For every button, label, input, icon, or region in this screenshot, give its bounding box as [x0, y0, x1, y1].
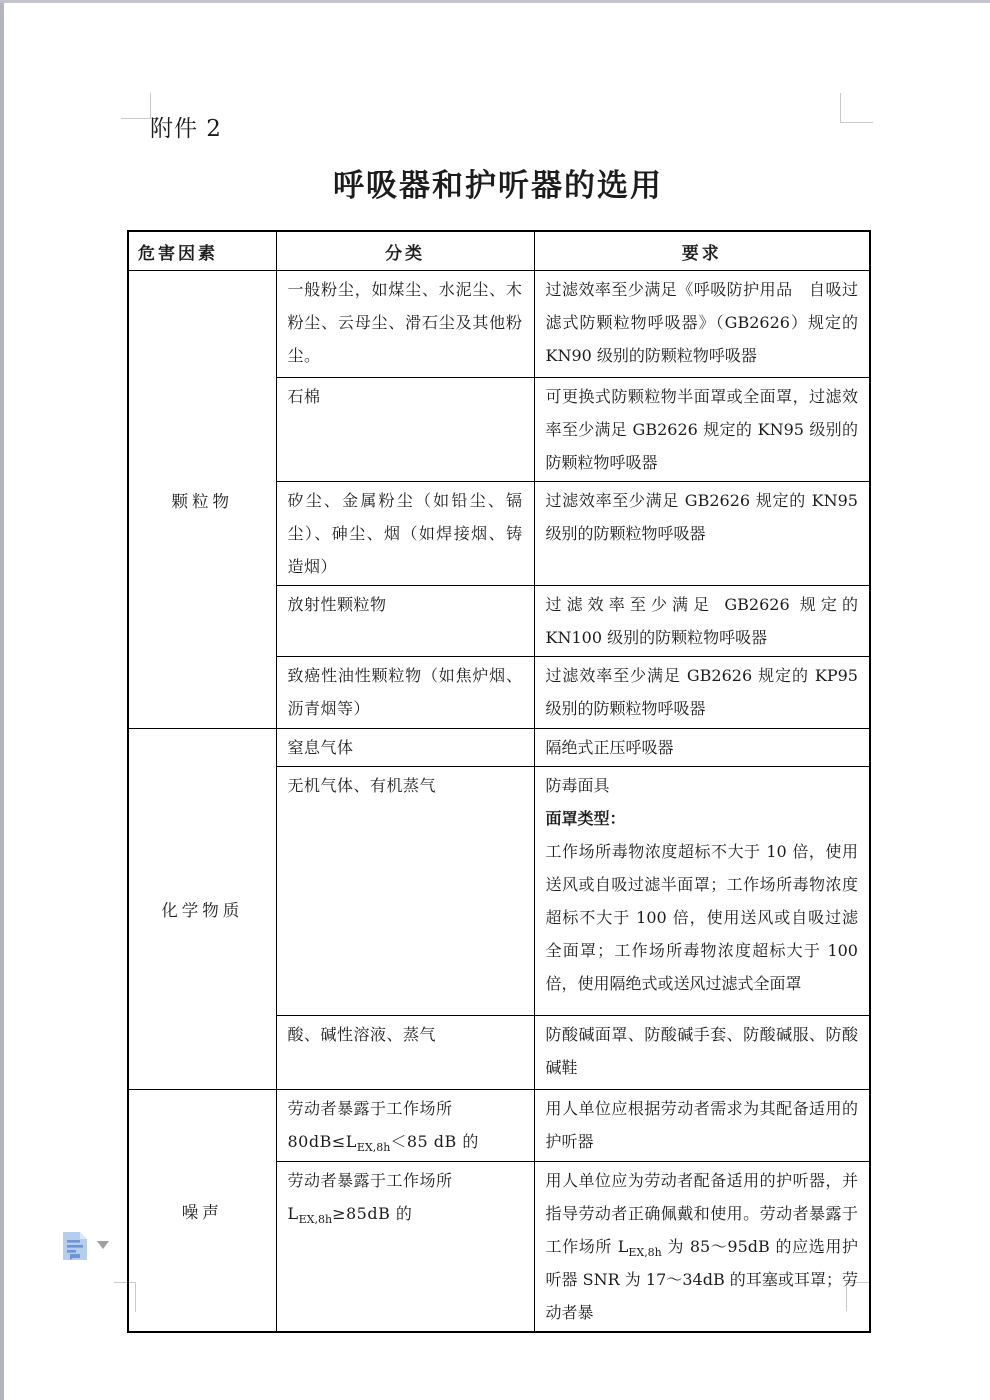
text-paragraph: 窒息气体	[287, 738, 354, 757]
classification-cell	[276, 482, 534, 586]
text-paragraph	[546, 802, 859, 835]
paste-options-dropdown-icon[interactable]	[97, 1241, 109, 1249]
text-paragraph: 矽尘、金属粉尘（如铅尘、镉尘）、砷尘、烟（如焊接烟、铸造烟）	[287, 491, 523, 576]
classification-cell	[276, 1162, 534, 1333]
requirement-cell	[534, 1016, 870, 1090]
requirement-cell	[534, 482, 870, 586]
header-requirement: 要求	[534, 231, 870, 271]
table-row	[128, 1090, 870, 1162]
text-paragraph: 可更换式防颗粒物半面罩或全面罩，过滤效率至少满足 GB2626 规定的 KN95 级别的防颗粒物呼吸器	[545, 387, 858, 472]
page-title: 呼吸器和护听器的选用	[333, 168, 663, 204]
text-paragraph: 用人单位应根据劳动者需求为其配备适用的护听器	[545, 1099, 858, 1151]
text-paragraph: 劳动者暴露于工作场所	[287, 1099, 453, 1118]
subscript-text: EX,8h	[628, 1246, 662, 1260]
hazard-factor-cell: 噪声	[128, 1090, 276, 1333]
classification-cell	[276, 729, 534, 767]
text-paragraph: 过滤效率至少满足 GB2626 规定的 KN95 级别的防颗粒物呼吸器	[545, 491, 858, 543]
text-paragraph: 放射性颗粒物	[287, 595, 387, 614]
text-paragraph: 防酸碱面罩、防酸碱手套、防酸碱服、防酸碱鞋	[545, 1025, 858, 1077]
text-paragraph: 过滤效率至少满足 GB2626 规定的 KP95 级别的防颗粒物呼吸器	[545, 666, 858, 718]
text-paragraph: 无机气体、有机蒸气	[287, 776, 437, 795]
text-paragraph: 过滤效率至少满足《呼吸防护用品 自吸过滤式防颗粒物呼吸器》（GB2626）规定的 KN90 级别的防颗粒物呼吸器	[545, 280, 858, 365]
text-paragraph: 石棉	[287, 387, 321, 406]
requirement-cell	[534, 271, 870, 378]
classification-cell	[276, 1090, 534, 1162]
text-paragraph: 劳动者暴露于工作场所	[287, 1171, 453, 1190]
requirement-cell	[534, 657, 870, 729]
attachment-label: 附件 2	[150, 116, 222, 142]
header-hazard-factor: 危害因素	[128, 231, 276, 271]
requirement-cell	[534, 1162, 870, 1333]
paste-options-icon	[56, 1228, 92, 1264]
inline-text: 面罩类型：	[545, 809, 626, 828]
text-paragraph: 防毒面具	[545, 776, 610, 795]
selection-table-body	[128, 271, 870, 1333]
text-boundary-mark-top-right	[840, 93, 873, 123]
requirement-cell	[534, 586, 870, 657]
page-left-edge	[0, 0, 4, 1400]
table-row	[128, 729, 870, 767]
text-boundary-mark-top-left	[121, 93, 151, 119]
header-classification: 分类	[276, 231, 534, 271]
classification-cell	[276, 586, 534, 657]
classification-cell	[276, 657, 534, 729]
respirator-selection-table	[127, 230, 871, 1333]
text-paragraph: 用人单位应为劳动者配备适用的护听器，并指导劳动者正确佩戴和使用。劳动者暴露于工作场所 $L_{EX,8h}$ 为 85～95dB 的应选用护听器 SNR 为 17～34dB 的耳塞或耳罩；劳动者暴	[545, 1171, 858, 1322]
table-header-row	[128, 231, 870, 271]
classification-cell	[276, 378, 534, 482]
requirement-cell	[534, 1090, 870, 1162]
subscript-text: EX,8h	[298, 1213, 333, 1227]
text-paragraph: 致癌性油性颗粒物（如焦炉烟、沥青烟等）	[287, 666, 523, 718]
text-paragraph: 隔绝式正压呼吸器	[545, 738, 674, 757]
text-paragraph: 过滤效率至少满足 GB2626 规定的 KN100 级别的防颗粒物呼吸器	[545, 595, 858, 647]
requirement-cell	[534, 729, 870, 767]
requirement-cell	[534, 378, 870, 482]
text-paragraph: $L_{EX,8h}\ge 85dB$ 的	[287, 1204, 413, 1227]
requirement-cell	[534, 767, 870, 1016]
text-paragraph: $80dB\le L_{EX,8h}<85$ dB 的	[287, 1132, 479, 1155]
hazard-factor-cell: 颗粒物	[128, 271, 276, 729]
text-paragraph: 工作场所毒物浓度超标不大于 10 倍，使用送风或自吸过滤半面罩；工作场所毒物浓度超标不大于 100 倍，使用送风或自吸过滤全面罩；工作场所毒物浓度超标大于 100 倍，使用隔绝式或送风过滤式全面罩	[545, 842, 858, 993]
text-paragraph: 酸、碱性溶液、蒸气	[287, 1025, 437, 1044]
subscript-text: EX,8h	[356, 1141, 391, 1155]
paste-options-button[interactable]	[56, 1228, 112, 1266]
page-top-edge	[0, 0, 990, 3]
table-row	[128, 271, 870, 378]
classification-cell	[276, 767, 534, 1016]
hazard-factor-cell: 化学物质	[128, 729, 276, 1090]
text-paragraph: 一般粉尘，如煤尘、水泥尘、木粉尘、云母尘、滑石尘及其他粉尘。	[287, 280, 523, 365]
classification-cell	[276, 271, 534, 378]
classification-cell	[276, 1016, 534, 1090]
